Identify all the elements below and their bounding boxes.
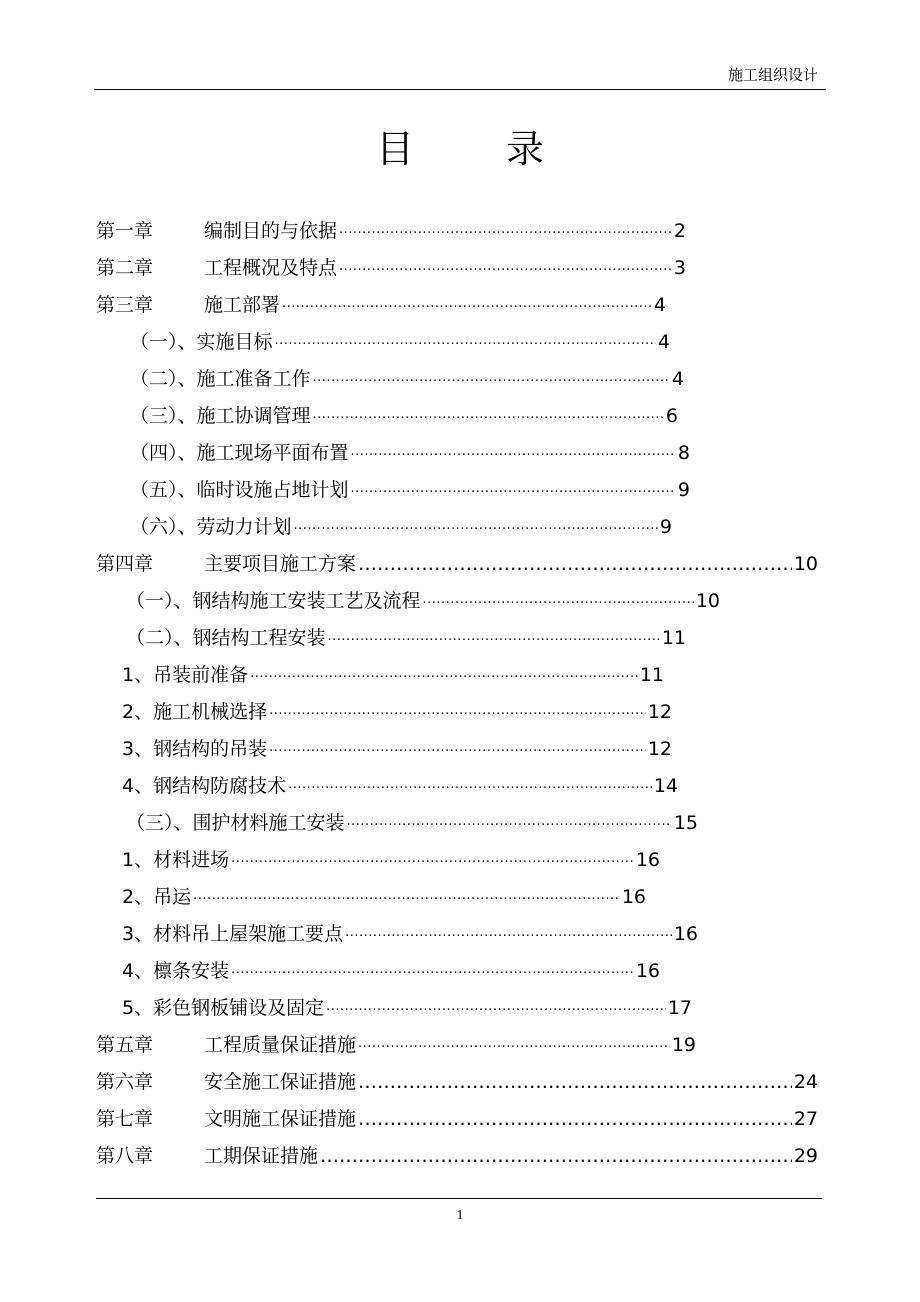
page-title: 目 录 [375, 127, 585, 171]
toc-leader [313, 402, 664, 433]
toc-label: 工程质量保证措施 [204, 1034, 357, 1056]
toc-entry[interactable] [122, 661, 664, 689]
toc-leader [250, 661, 638, 692]
toc-leader [351, 439, 676, 470]
toc-chapter: 第四章 [96, 553, 154, 575]
toc-entry[interactable] [122, 883, 646, 911]
toc-entry[interactable] [122, 994, 692, 1022]
toc-entry[interactable] [130, 476, 690, 504]
toc-leader [193, 883, 620, 914]
toc-leader [326, 994, 666, 1025]
toc-page: 2 [673, 220, 686, 242]
toc-leader [358, 1068, 792, 1096]
toc-page: 14 [653, 775, 678, 797]
toc-entry[interactable] [122, 920, 698, 948]
toc-page: 16 [635, 960, 660, 982]
toc-leader [269, 735, 646, 766]
toc-chapter: 第八章 [96, 1145, 154, 1167]
toc-entry[interactable] [96, 254, 686, 282]
toc-leader [231, 957, 634, 988]
toc-label: 工程概况及特点 [204, 257, 338, 279]
toc-entry[interactable] [122, 698, 672, 726]
toc-label: 5、彩色钢板铺设及固定 [122, 997, 325, 1019]
toc-leader [339, 217, 672, 248]
toc-page: 4 [653, 294, 666, 316]
toc-page: 16 [635, 849, 660, 871]
toc-label: （三）、施工协调管理 [130, 405, 311, 427]
toc-label: 主要项目施工方案 [204, 553, 357, 575]
toc-page: 12 [647, 701, 672, 723]
toc-leader [320, 1142, 792, 1170]
toc-page: 11 [639, 664, 664, 686]
toc-leader [358, 1105, 792, 1133]
toc-leader [288, 772, 652, 803]
toc-page: 10 [695, 590, 720, 612]
toc-page: 10 [793, 553, 818, 575]
toc-leader [328, 624, 660, 655]
toc-label: （二）、施工准备工作 [130, 368, 311, 390]
toc-leader [313, 365, 670, 396]
toc-leader [231, 846, 634, 877]
toc-leader [358, 1031, 670, 1062]
toc-page: 12 [647, 738, 672, 760]
toc-leader [282, 291, 652, 322]
toc-entry[interactable] [122, 772, 678, 800]
toc-chapter: 第七章 [96, 1108, 154, 1130]
toc-page: 11 [661, 627, 686, 649]
toc-entry[interactable] [96, 1142, 818, 1170]
toc-label: 安全施工保证措施 [204, 1071, 357, 1093]
toc-leader [269, 698, 646, 729]
toc-entry[interactable] [126, 809, 698, 837]
toc-page: 9 [659, 516, 672, 538]
toc-entry[interactable] [96, 291, 666, 319]
toc-label: 施工部署 [204, 294, 281, 316]
toc-label: （五）、临时设施占地计划 [130, 479, 349, 501]
toc-entry[interactable] [96, 217, 686, 245]
toc-entry[interactable] [130, 328, 670, 356]
toc-page: 4 [671, 368, 684, 390]
toc-label: 1、吊装前准备 [122, 664, 249, 686]
toc-page: 17 [667, 997, 692, 1019]
toc-label: （一）、实施目标 [130, 331, 273, 353]
toc-entry[interactable] [130, 402, 678, 430]
toc-leader [347, 809, 672, 840]
toc-entry[interactable] [126, 624, 686, 652]
toc-leader [358, 550, 792, 578]
toc-chapter: 第一章 [96, 220, 154, 242]
toc-page: 15 [673, 812, 698, 834]
toc-page: 16 [621, 886, 646, 908]
toc-entry[interactable] [122, 957, 660, 985]
toc-label: 4、钢结构防腐技术 [122, 775, 287, 797]
toc-entry[interactable] [130, 365, 684, 393]
toc-leader [275, 328, 656, 359]
toc-label: 文明施工保证措施 [204, 1108, 357, 1130]
toc-page: 27 [793, 1108, 818, 1130]
toc-label: （一）、钢结构施工安装工艺及流程 [126, 590, 421, 612]
toc-entry[interactable] [96, 1068, 818, 1096]
toc-label: 2、施工机械选择 [122, 701, 268, 723]
toc-leader [351, 476, 676, 507]
toc-chapter: 第二章 [96, 257, 154, 279]
toc-chapter: 第六章 [96, 1071, 154, 1093]
toc-page: 3 [673, 257, 686, 279]
toc-page: 6 [665, 405, 678, 427]
toc-entry[interactable] [96, 550, 818, 578]
toc-page: 4 [657, 331, 670, 353]
toc-label: 4、檩条安装 [122, 960, 230, 982]
toc-chapter: 第三章 [96, 294, 154, 316]
toc-page: 16 [673, 923, 698, 945]
toc-page: 9 [677, 479, 690, 501]
toc-entry[interactable] [122, 846, 660, 874]
toc-entry[interactable] [96, 1105, 818, 1133]
toc-label: 2、吊运 [122, 886, 192, 908]
toc-label: （三）、围护材料施工安装 [126, 812, 345, 834]
footer-rule [96, 1198, 822, 1199]
toc-label: （二）、钢结构工程安装 [126, 627, 326, 649]
toc-leader [339, 254, 672, 285]
toc-leader [345, 920, 672, 951]
toc-label: 3、钢结构的吊装 [122, 738, 268, 760]
toc-chapter: 第五章 [96, 1034, 154, 1056]
toc-label: 编制目的与依据 [204, 220, 338, 242]
toc-label: 3、材料吊上屋架施工要点 [122, 923, 344, 945]
header-rule [94, 89, 826, 90]
toc-leader [423, 587, 694, 618]
page-header-text: 施工组织设计 [727, 66, 818, 84]
toc-entry[interactable] [130, 513, 672, 541]
toc-entry[interactable] [130, 439, 690, 467]
toc-entry[interactable] [96, 1031, 696, 1059]
toc-entry[interactable] [122, 735, 672, 763]
toc-label: （六）、劳动力计划 [130, 516, 292, 538]
toc-label: 1、材料进场 [122, 849, 230, 871]
toc-label: （四）、施工现场平面布置 [130, 442, 349, 464]
toc-leader [294, 513, 658, 544]
toc-label: 工期保证措施 [204, 1145, 319, 1167]
toc-page: 8 [677, 442, 690, 464]
toc-page: 24 [793, 1071, 818, 1093]
page-number: 1 [456, 1208, 464, 1223]
toc-entry[interactable] [126, 587, 720, 615]
toc-page: 19 [671, 1034, 696, 1056]
toc-page: 29 [793, 1145, 818, 1167]
